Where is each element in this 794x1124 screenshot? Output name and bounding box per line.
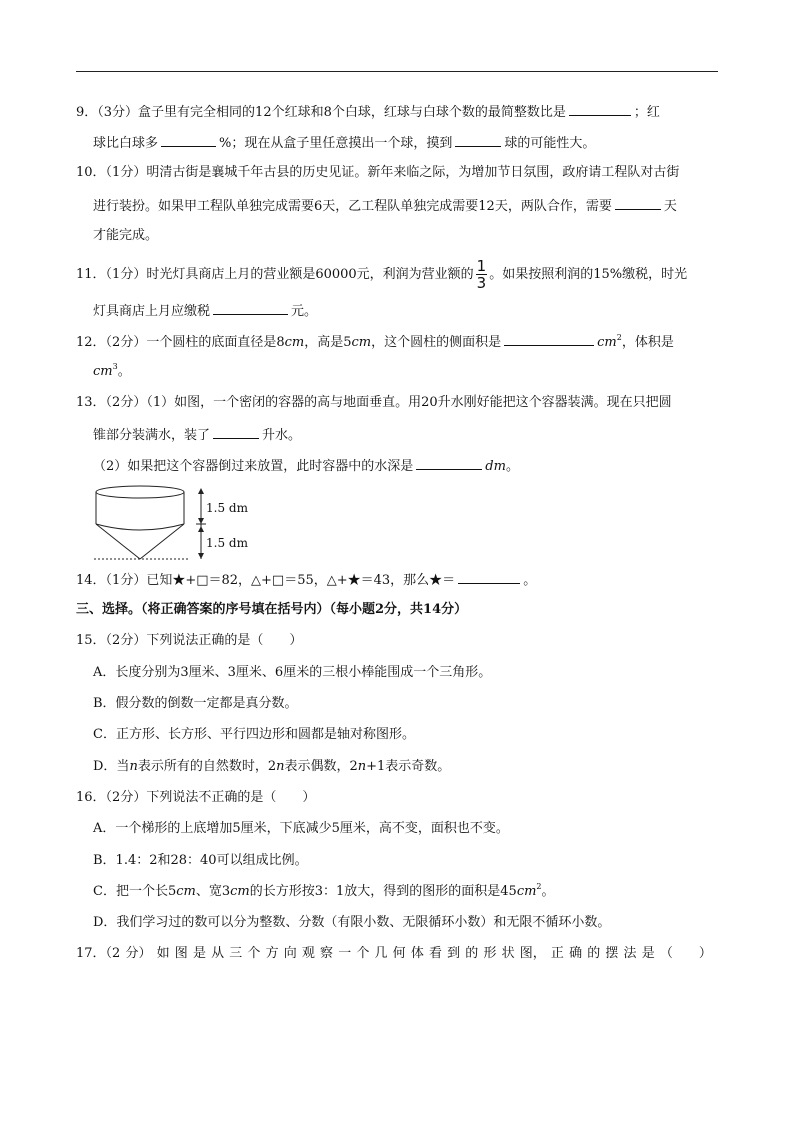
fraction-one-third: $\frac{1}{3}$ xyxy=(476,257,487,292)
top-dim-arrow-down-icon xyxy=(198,518,204,524)
top-height-label: 1.5 dm xyxy=(206,501,248,515)
q9-line-2: 球比白球多 %；现在从盒子里任意摸出一个球，摸到 球的可能性大。 xyxy=(93,133,718,153)
q16-option-a[interactable]: A．一个梯形的上底增加5厘米，下底减少5厘米，高不变，面积也不变。 xyxy=(93,821,509,836)
q13-line-2: 锥部分装满水，装了 升水。 xyxy=(93,425,718,445)
header-rule xyxy=(76,71,718,72)
q17-stem: 17．（2 分） 如 图 是 从 三 个 方 向 观 察 一 个 几 何 体 看 到 的 形 状 图， 正 确 的 摆 法 是 （ ） xyxy=(76,946,712,961)
top-dim-arrow-up-icon xyxy=(198,488,204,494)
q9-line-1: 9．（3分）盒子里有完全相同的12个红球和8个白球，红球与白球个数的最简整数比是 ；红 xyxy=(76,102,718,122)
bottom-height-label: 1.5 dm xyxy=(206,536,248,550)
q15-option-d[interactable]: D．当n表示所有的自然数时，2n表示偶数，2n+1表示奇数。 xyxy=(93,759,451,774)
q11-line-2: 灯具商店上月应缴税 元。 xyxy=(93,301,718,321)
bottom-dim-arrow-down-icon xyxy=(198,553,204,559)
q15-option-a[interactable]: A．长度分别为3厘米、3厘米、6厘米的三根小棒能围成一个三角形。 xyxy=(93,665,492,680)
q9-blank-ratio[interactable] xyxy=(569,102,631,116)
q11-line-1: 11．（1分）时光灯具商店上月的营业额是60000元，利润为营业额的 $\frac{1}{3}$ 。如果按照利润的15%缴税，时光 xyxy=(76,257,688,292)
q11-blank-tax[interactable] xyxy=(213,301,288,315)
q13-blank-liters[interactable] xyxy=(213,425,259,439)
q12-line-1: 12．（2分）一个圆柱的底面直径是8cm，高是5cm，这个圆柱的侧面积是 $cm^2$，体积是 xyxy=(76,333,674,350)
q10-blank-days[interactable] xyxy=(615,196,661,210)
cylinder-top-ellipse xyxy=(96,486,184,498)
container-figure xyxy=(92,484,262,564)
section-3-heading: 三、选择。（将正确答案的序号填在括号内）（每小题2分，共14分） xyxy=(76,602,468,617)
q16-option-b[interactable]: B．1.4：2和28：40可以组成比例。 xyxy=(93,853,308,868)
q15-option-b[interactable]: B．假分数的倒数一定都是真分数。 xyxy=(93,696,298,711)
q10-line-2: 进行装扮。如果甲工程队单独完成需要6天，乙工程队单独完成需要12天，两队合作，需要 天 xyxy=(93,196,718,216)
q14-blank-star[interactable] xyxy=(458,570,520,584)
q15-stem: 15．（2分）下列说法正确的是（ ） xyxy=(76,633,303,648)
q16-stem: 16．（2分）下列说法不正确的是（ ） xyxy=(76,790,316,805)
cylinder-bottom-arc xyxy=(96,524,184,530)
cone-right-side xyxy=(140,524,184,559)
q15-option-c[interactable]: C．正方形、长方形、平行四边形和圆都是轴对称图形。 xyxy=(93,727,415,742)
q13-line-3: （2）如果把这个容器倒过来放置，此时容器中的水深是 dm。 xyxy=(93,456,718,476)
q9-blank-percent[interactable] xyxy=(161,133,216,147)
bottom-dim-arrow-up-icon xyxy=(198,526,204,532)
q12-blank-lateral-area[interactable] xyxy=(504,332,594,346)
q12-line-2: $cm^3$。 xyxy=(93,362,131,379)
q16-option-c[interactable]: C．把一个长5cm、宽3cm的长方形按3：1放大，得到的图形的面积是$45cm^2$。 xyxy=(93,882,555,899)
q10-line-3: 才能完成。 xyxy=(93,228,159,243)
q16-option-d[interactable]: D．我们学习过的数可以分为整数、分数（有限小数、无限循环小数）和无限不循环小数。 xyxy=(93,915,611,930)
q13-blank-depth[interactable] xyxy=(416,456,482,470)
q14-line: 14．（1分）已知★+□＝82，△+□＝55，△+★＝43，那么★＝ 。 xyxy=(76,570,718,590)
q13-line-1: 13．（2分）（1）如图，一个密闭的容器的高与地面垂直。用20升水刚好能把这个容器装满。现在只把圆 xyxy=(76,395,672,410)
q10-line-1: 10．（1分）明清古街是襄城千年古县的历史见证。新年来临之际，为增加节日氛围，政府请工程队对古街 xyxy=(76,165,680,180)
q9-blank-color[interactable] xyxy=(455,133,501,147)
cone-left-side xyxy=(96,524,140,559)
